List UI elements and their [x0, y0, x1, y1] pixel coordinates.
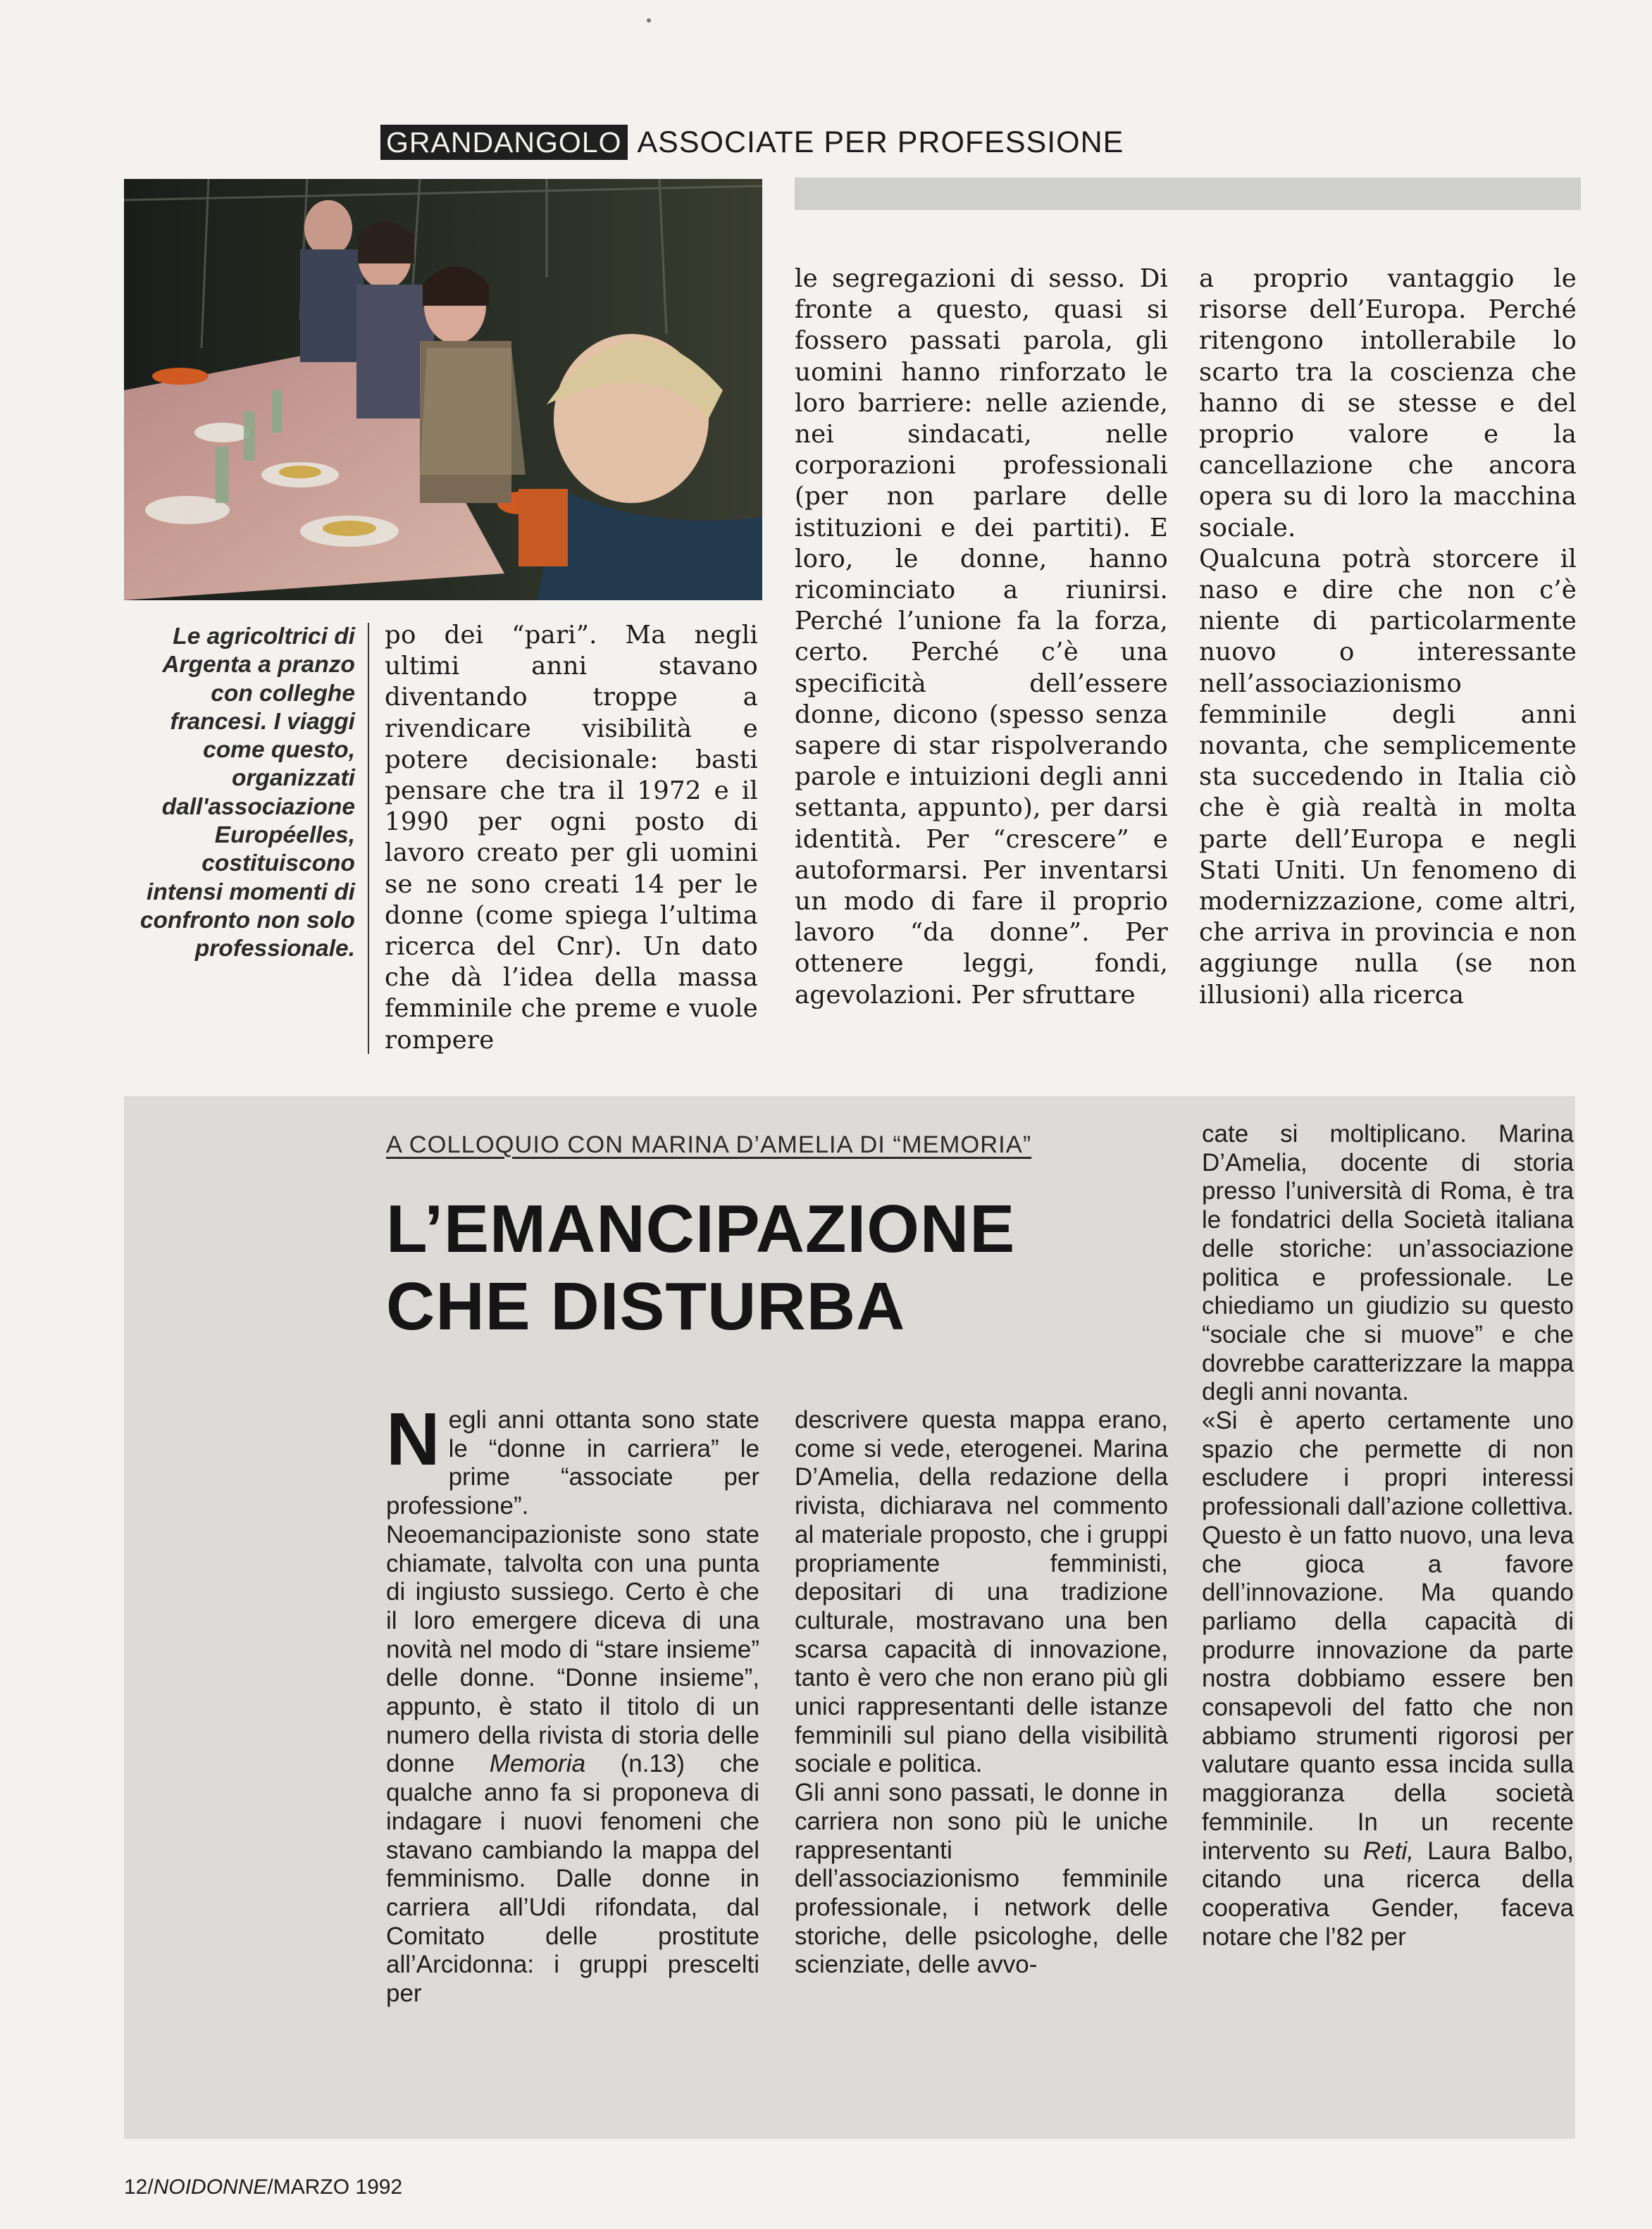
photo-illustration: [124, 179, 762, 600]
article-paragraph: a proprio vantaggio le risorse dell’Europa. Perché ritengono intollerabile lo scarto tra la coscienza che hanno di se stesse e del proprio valore e la cancellazione che ancora opera su di loro la macchina sociale.: [1199, 264, 1577, 542]
page-folio: [124, 2175, 402, 2199]
article-column-3: [1199, 263, 1577, 1011]
interview-kicker: A COLLOQUIO CON MARINA D’AMELIA DI “MEMORIA”: [386, 1131, 1032, 1158]
interview-paragraph: descrivere questa mappa erano, come si vede, eterogenei. Marina D’Amelia, della redazione della rivista, dichiarava nel commento al materiale proposto, che i gruppi propriamente femministi, depositari di una tradizione culturale, mostravano una ben scarsa capacità di innovazione, tanto è vero che non erano più gli unici rappresentanti delle istanze femminili sul piano della visibilità sociale e politica.: [795, 1406, 1168, 1778]
section-tag: GRANDANGOLO: [380, 125, 628, 160]
interview-paragraph: [386, 1398, 760, 2008]
section-title: ASSOCIATE PER PROFESSIONE: [637, 125, 1124, 159]
magazine-name: NOIDONNE: [153, 2175, 268, 2199]
interview-column-2: [795, 1406, 1168, 1980]
article-column-1: [385, 620, 758, 1056]
issue-date: /MARZO 1992: [267, 2175, 403, 2199]
interview-paragraph: [1202, 1407, 1574, 1951]
photo-caption: Le agricoltrici di Argenta a pranzo con colleghe francesi. I viaggi come questo, organizzati dall'associazione Européelles, costituiscono intensi momenti di confronto non solo professionale.: [139, 623, 355, 962]
text-run: Laura Balbo, citando una ricerca della cooperativa Gender, faceva notare che l’82 per: [1202, 1837, 1575, 1951]
header-rule-bar: [795, 178, 1581, 210]
interview-paragraph: cate si moltiplicano. Marina D’Amelia, docente di storia presso l’università di Roma, è tra le fondatrici della Società italiana delle storiche: un’associazione politica e professionale. Le chiediamo un giudizio su questo “sociale che si muove” e che dovrebbe caratterizzare la mappa degli anni novanta.: [1202, 1120, 1574, 1406]
italic-title: Memoria: [489, 1750, 586, 1778]
section-header: [380, 124, 1124, 161]
headline-line-2: CHE DISTURBA: [386, 1269, 906, 1344]
text-run: «Si è aperto certamente uno spazio che permette di non escludere i propri interessi professionali dall’azione collettiva. Questo è un fatto nuovo, una leva che gioca a favore dell’innovazione. Ma quando parliamo della capacità di produrre innovazione da parte nostra dobbiamo essere ben consapevoli del fatto che non abbiamo strumenti rigorosi per valutare quanto essa incida sulla maggioranza della società femminile. In un recente intervento su: [1202, 1407, 1574, 1865]
italic-title: Reti,: [1362, 1837, 1414, 1865]
interview-column-1: [386, 1398, 760, 2008]
article-paragraph: le segregazioni di sesso. Di fronte a questo, quasi si fossero passati parola, gli uomini hanno rinforzato le loro barriere: nelle aziende, nei sindacati, nelle corporazioni professionali (per non parlare delle istituzioni e dei partiti). E loro, le donne, hanno ricominciato a riunirsi. Perché l’unione fa la forza, certo. Perché c’è una specificità dell’essere donne, dicono (spesso senza sapere di star rispolverando parole e intuizioni degli anni settanta, appunto), per darsi identità. Per “crescere” e autoformarsi. Per inventarsi un modo di fare il proprio lavoro “da donne”. Per ottenere leggi, fondi, agevolazioni. Per sfruttare: [795, 264, 1168, 1010]
article-column-2: [795, 263, 1168, 1011]
article-paragraph: Qualcuna potrà storcere il naso e dire che non c’è niente di particolarmente nuovo o interessante nell’associazionismo femminile degli anni novanta, che semplicemente sta succedendo in Italia ciò che è già realtà in molta parte dell’Europa e negli Stati Uniti. Un fenomeno di modernizzazione, come altri, che arriva in provincia e non aggiunge nulla (se non illusioni) alla ricerca: [1199, 544, 1577, 1010]
text-run: egli anni ottanta sono state le “donne in carriera” le prime “associate per professione”. Neoemancipazioniste sono state chiamate, talvolta con una punta di ingiusto sussiego. Certo è che il loro emergere diceva di una novità nel modo di “stare insieme” delle donne. “Donne insieme”, appunto, è stato il titolo di un numero della rivista di storia delle donne: [386, 1406, 759, 1778]
interview-headline: [386, 1191, 1015, 1346]
text-run: (n.13) che qualche anno fa si proponeva di indagare i nuovi fenomeni che stavano cambiando la mappa del femminismo. Dalle donne in carriera all’Udi rifondata, dal Comitato delle prostitute all’Arcidonna: i gruppi prescelti per: [386, 1750, 760, 2008]
interview-column-3: [1202, 1120, 1574, 1951]
speck: [647, 18, 651, 23]
caption-divider: [368, 623, 369, 1054]
page-number: 12/: [124, 2175, 154, 2199]
article-paragraph: po dei “pari”. Ma negli ultimi anni stavano diventando troppe a rivendicare visibilità e potere decisionale: basti pensare che tra il 1972 e il 1990 per ogni posto di lavoro creato per gli uomini se ne sono creati 14 per le donne (come spiega l’ultima ricerca del Cnr). Un dato che dà l’idea della massa femminile che preme e vuole rompere: [385, 621, 758, 1055]
drop-cap: N: [386, 1398, 440, 1481]
headline-line-1: L’EMANCIPAZIONE: [386, 1191, 1016, 1267]
dinner-photo: [124, 179, 762, 600]
interview-paragraph: Gli anni sono passati, le donne in carriera non sono più le uniche rappresentanti dell’associazionismo femminile professionale, i network delle storiche, delle psicologhe, delle scienziate, delle avvo-: [795, 1779, 1168, 1979]
